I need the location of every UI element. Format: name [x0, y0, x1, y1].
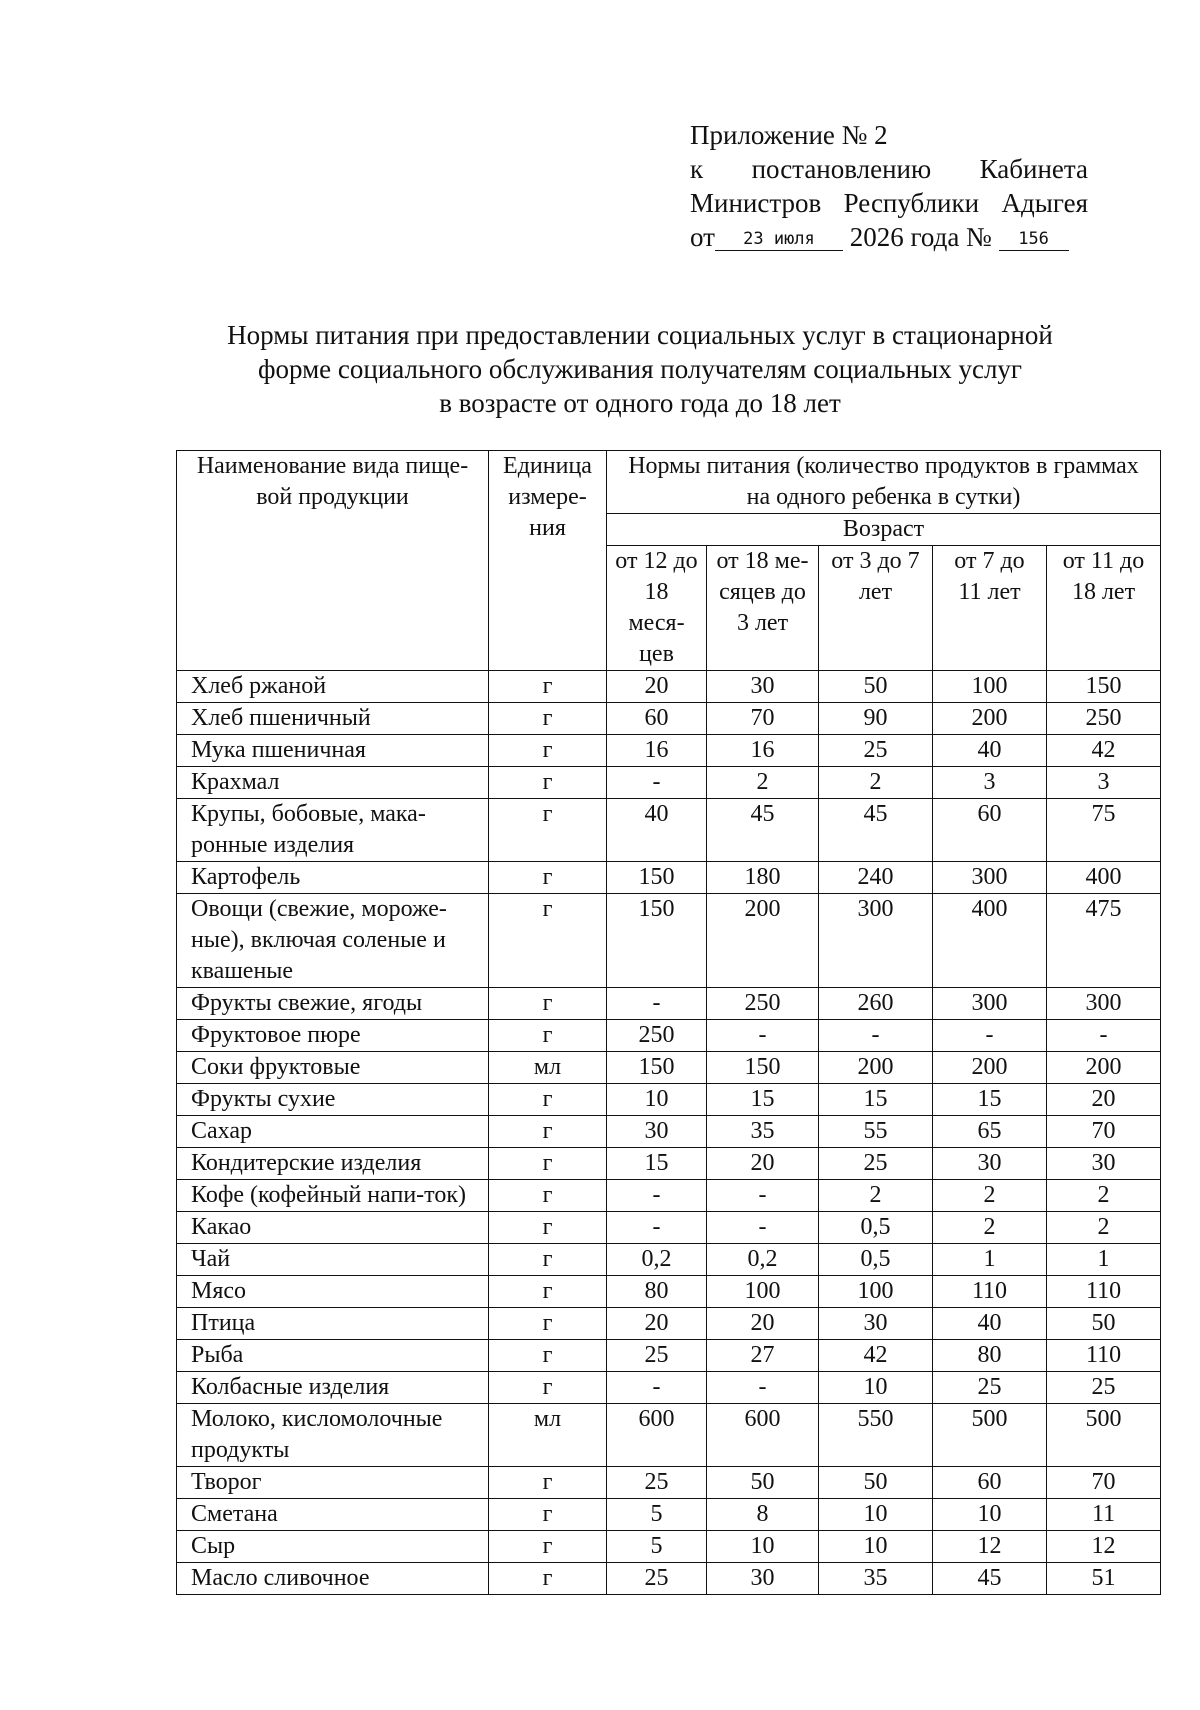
table-body — [177, 671, 1161, 1595]
table-row — [177, 1531, 1161, 1563]
norm-value-cell: 30 — [607, 1116, 707, 1148]
unit-cell: г — [489, 1499, 607, 1531]
norm-value-cell: 60 — [607, 703, 707, 735]
unit-cell: г — [489, 1340, 607, 1372]
norm-value-cell: 0,2 — [607, 1244, 707, 1276]
unit-cell: мл — [489, 1052, 607, 1084]
unit-cell: г — [489, 1467, 607, 1499]
handwritten-date: 23 июля — [715, 228, 843, 251]
table-row — [177, 799, 1161, 862]
unit-cell: г — [489, 1148, 607, 1180]
norm-value-cell: 300 — [1047, 988, 1161, 1020]
product-name-cell: Творог — [177, 1467, 489, 1499]
norm-value-cell: 250 — [607, 1020, 707, 1052]
norm-value-cell: 2 — [819, 1180, 933, 1212]
appendix-word: Адыгея — [1001, 188, 1088, 218]
norm-value-cell: 200 — [1047, 1052, 1161, 1084]
norm-value-cell: 15 — [933, 1084, 1047, 1116]
norm-value-cell: 80 — [933, 1340, 1047, 1372]
norm-value-cell: - — [607, 1212, 707, 1244]
appendix-date-line — [690, 220, 1088, 254]
norm-value-cell: 100 — [933, 671, 1047, 703]
norm-value-cell: 25 — [933, 1372, 1047, 1404]
unit-cell: г — [489, 862, 607, 894]
table-row — [177, 1276, 1161, 1308]
norm-value-cell: 10 — [707, 1531, 819, 1563]
norm-value-cell: 70 — [1047, 1467, 1161, 1499]
product-name-cell: Фрукты сухие — [177, 1084, 489, 1116]
norm-value-cell: 35 — [819, 1563, 933, 1595]
nutrition-norms-table — [176, 450, 1161, 1595]
norm-value-cell: 40 — [933, 1308, 1047, 1340]
norm-value-cell: 8 — [707, 1499, 819, 1531]
norm-value-cell: 2 — [933, 1212, 1047, 1244]
norm-value-cell: - — [607, 988, 707, 1020]
norm-value-cell: - — [819, 1020, 933, 1052]
table-row — [177, 1308, 1161, 1340]
norm-value-cell: - — [707, 1212, 819, 1244]
norm-value-cell: 10 — [819, 1372, 933, 1404]
norm-value-cell: 300 — [933, 988, 1047, 1020]
norm-value-cell: 150 — [607, 894, 707, 988]
norm-value-cell: 2 — [819, 767, 933, 799]
product-name-cell: Крахмал — [177, 767, 489, 799]
norm-value-cell: 2 — [933, 1180, 1047, 1212]
norm-value-cell: 5 — [607, 1531, 707, 1563]
product-name-cell: Масло сливочное — [177, 1563, 489, 1595]
norm-value-cell: 1 — [1047, 1244, 1161, 1276]
header-age-group: от 3 до 7 лет — [819, 546, 933, 671]
table-row — [177, 1116, 1161, 1148]
norm-value-cell: 75 — [1047, 799, 1161, 862]
unit-cell: г — [489, 1212, 607, 1244]
appendix-header — [690, 118, 1088, 254]
norm-value-cell: - — [707, 1180, 819, 1212]
norm-value-cell: 200 — [707, 894, 819, 988]
norm-value-cell: 20 — [707, 1308, 819, 1340]
product-name-cell: Колбасные изделия — [177, 1372, 489, 1404]
unit-cell: г — [489, 671, 607, 703]
norm-value-cell: 250 — [1047, 703, 1161, 735]
norm-value-cell: - — [607, 1180, 707, 1212]
product-name-cell: Фрукты свежие, ягоды — [177, 988, 489, 1020]
norm-value-cell: 400 — [933, 894, 1047, 988]
title-line-3: в возрасте от одного года до 18 лет — [439, 388, 841, 418]
header-product-name: Наименование вида пище-вой продукции — [177, 451, 489, 671]
norm-value-cell: 70 — [1047, 1116, 1161, 1148]
product-name-cell: Крупы, бобовые, мака-ронные изделия — [177, 799, 489, 862]
product-name-cell: Сметана — [177, 1499, 489, 1531]
norm-value-cell: 90 — [819, 703, 933, 735]
norm-value-cell: 100 — [819, 1276, 933, 1308]
product-name-cell: Картофель — [177, 862, 489, 894]
unit-cell: г — [489, 703, 607, 735]
norm-value-cell: 110 — [1047, 1276, 1161, 1308]
header-row-1 — [177, 451, 1161, 514]
unit-cell: г — [489, 1020, 607, 1052]
header-norms: Нормы питания (количество продуктов в граммах на одного ребенка в сутки) — [607, 451, 1161, 514]
norm-value-cell: 27 — [707, 1340, 819, 1372]
norm-value-cell: 50 — [819, 1467, 933, 1499]
unit-cell: г — [489, 735, 607, 767]
appendix-word: к — [690, 154, 704, 184]
table-row — [177, 1372, 1161, 1404]
from-label: от — [690, 222, 715, 252]
product-name-cell: Хлеб ржаной — [177, 671, 489, 703]
product-name-cell: Кофе (кофейный напи-ток) — [177, 1180, 489, 1212]
norm-value-cell: 12 — [933, 1531, 1047, 1563]
norm-value-cell: 65 — [933, 1116, 1047, 1148]
norm-value-cell: 55 — [819, 1116, 933, 1148]
norm-value-cell: 180 — [707, 862, 819, 894]
product-name-cell: Какао — [177, 1212, 489, 1244]
table-row — [177, 862, 1161, 894]
norm-value-cell: 150 — [1047, 671, 1161, 703]
norm-value-cell: - — [607, 767, 707, 799]
norm-value-cell: 500 — [1047, 1404, 1161, 1467]
norm-value-cell: 20 — [1047, 1084, 1161, 1116]
norm-value-cell: 250 — [707, 988, 819, 1020]
table-row — [177, 988, 1161, 1020]
norm-value-cell: 150 — [607, 1052, 707, 1084]
norm-value-cell: 3 — [933, 767, 1047, 799]
norm-value-cell: 45 — [819, 799, 933, 862]
table-row — [177, 1563, 1161, 1595]
product-name-cell: Хлеб пшеничный — [177, 703, 489, 735]
product-name-cell: Мука пшеничная — [177, 735, 489, 767]
unit-cell: г — [489, 1563, 607, 1595]
table-row — [177, 1020, 1161, 1052]
unit-cell: г — [489, 1180, 607, 1212]
unit-cell: г — [489, 1308, 607, 1340]
table-row — [177, 767, 1161, 799]
norm-value-cell: 200 — [933, 1052, 1047, 1084]
norm-value-cell: 30 — [707, 671, 819, 703]
unit-cell: г — [489, 1276, 607, 1308]
norm-value-cell: 300 — [933, 862, 1047, 894]
header-age-group: от 12 до 18 меся-цев — [607, 546, 707, 671]
norm-value-cell: 16 — [607, 735, 707, 767]
table-row — [177, 1467, 1161, 1499]
norm-value-cell: 25 — [607, 1467, 707, 1499]
table-row — [177, 703, 1161, 735]
product-name-cell: Мясо — [177, 1276, 489, 1308]
unit-cell: г — [489, 988, 607, 1020]
norm-value-cell: 42 — [1047, 735, 1161, 767]
norm-value-cell: 3 — [1047, 767, 1161, 799]
year-text: 2026 года № — [849, 222, 992, 252]
unit-cell: г — [489, 1116, 607, 1148]
table-row — [177, 1404, 1161, 1467]
norm-value-cell: 200 — [819, 1052, 933, 1084]
norm-value-cell: - — [707, 1372, 819, 1404]
document-title — [160, 318, 1120, 420]
norm-value-cell: 2 — [707, 767, 819, 799]
table-row — [177, 1180, 1161, 1212]
appendix-word: постановлению — [751, 154, 932, 184]
norm-value-cell: 2 — [1047, 1212, 1161, 1244]
product-name-cell: Птица — [177, 1308, 489, 1340]
norm-value-cell: 10 — [607, 1084, 707, 1116]
table-row — [177, 1052, 1161, 1084]
norm-value-cell: 42 — [819, 1340, 933, 1372]
norm-value-cell: 10 — [819, 1499, 933, 1531]
norm-value-cell: 475 — [1047, 894, 1161, 988]
table-row — [177, 735, 1161, 767]
product-name-cell: Фруктовое пюре — [177, 1020, 489, 1052]
norm-value-cell: 35 — [707, 1116, 819, 1148]
norm-value-cell: 25 — [607, 1563, 707, 1595]
norm-value-cell: 12 — [1047, 1531, 1161, 1563]
norm-value-cell: 550 — [819, 1404, 933, 1467]
norm-value-cell: - — [933, 1020, 1047, 1052]
norm-value-cell: 10 — [819, 1531, 933, 1563]
norm-value-cell: 16 — [707, 735, 819, 767]
norm-value-cell: 25 — [607, 1340, 707, 1372]
norm-value-cell: 600 — [707, 1404, 819, 1467]
unit-cell: г — [489, 1372, 607, 1404]
unit-cell: г — [489, 1531, 607, 1563]
norm-value-cell: 30 — [819, 1308, 933, 1340]
norm-value-cell: 45 — [933, 1563, 1047, 1595]
norm-value-cell: 25 — [819, 1148, 933, 1180]
product-name-cell: Кондитерские изделия — [177, 1148, 489, 1180]
norm-value-cell: 500 — [933, 1404, 1047, 1467]
norm-value-cell: 60 — [933, 1467, 1047, 1499]
norm-value-cell: 60 — [933, 799, 1047, 862]
appendix-line-2 — [690, 152, 1088, 186]
product-name-cell: Молоко, кисломолочные продукты — [177, 1404, 489, 1467]
table-row — [177, 1499, 1161, 1531]
product-name-cell: Сахар — [177, 1116, 489, 1148]
norm-value-cell: 30 — [1047, 1148, 1161, 1180]
norm-value-cell: 150 — [607, 862, 707, 894]
norm-value-cell: 110 — [933, 1276, 1047, 1308]
norm-value-cell: 240 — [819, 862, 933, 894]
norm-value-cell: 11 — [1047, 1499, 1161, 1531]
norm-value-cell: 10 — [933, 1499, 1047, 1531]
appendix-word: Министров — [690, 188, 822, 218]
norm-value-cell: 25 — [819, 735, 933, 767]
norm-value-cell: 15 — [819, 1084, 933, 1116]
title-line-1: Нормы питания при предоставлении социальных услуг в стационарной — [227, 320, 1053, 350]
norm-value-cell: 0,2 — [707, 1244, 819, 1276]
norm-value-cell: 600 — [607, 1404, 707, 1467]
norm-value-cell: - — [707, 1020, 819, 1052]
product-name-cell: Овощи (свежие, мороже-ные), включая соленые и квашеные — [177, 894, 489, 988]
norm-value-cell: 50 — [1047, 1308, 1161, 1340]
appendix-word: Кабинета — [979, 154, 1088, 184]
norm-value-cell: 25 — [1047, 1372, 1161, 1404]
unit-cell: г — [489, 767, 607, 799]
norm-value-cell: 40 — [933, 735, 1047, 767]
table-row — [177, 894, 1161, 988]
norm-value-cell: 40 — [607, 799, 707, 862]
norm-value-cell: 5 — [607, 1499, 707, 1531]
table-row — [177, 1340, 1161, 1372]
appendix-number: Приложение № 2 — [690, 120, 888, 150]
norm-value-cell: 0,5 — [819, 1212, 933, 1244]
appendix-word: Республики — [843, 188, 980, 218]
norm-value-cell: 150 — [707, 1052, 819, 1084]
table-row — [177, 671, 1161, 703]
norm-value-cell: 260 — [819, 988, 933, 1020]
norm-value-cell: 50 — [707, 1467, 819, 1499]
table-row — [177, 1148, 1161, 1180]
norm-value-cell: 70 — [707, 703, 819, 735]
norm-value-cell: 20 — [607, 671, 707, 703]
unit-cell: г — [489, 1244, 607, 1276]
norm-value-cell: - — [607, 1372, 707, 1404]
norm-value-cell: 1 — [933, 1244, 1047, 1276]
norm-value-cell: 30 — [707, 1563, 819, 1595]
norm-value-cell: 50 — [819, 671, 933, 703]
product-name-cell: Чай — [177, 1244, 489, 1276]
unit-cell: г — [489, 799, 607, 862]
title-line-2: форме социального обслуживания получателям социальных услуг — [258, 354, 1022, 384]
handwritten-number: 156 — [999, 228, 1069, 251]
table-row — [177, 1244, 1161, 1276]
norm-value-cell: 20 — [607, 1308, 707, 1340]
product-name-cell: Рыба — [177, 1340, 489, 1372]
norm-value-cell: - — [1047, 1020, 1161, 1052]
table-row — [177, 1084, 1161, 1116]
unit-cell: мл — [489, 1404, 607, 1467]
norm-value-cell: 51 — [1047, 1563, 1161, 1595]
unit-cell: г — [489, 894, 607, 988]
header-unit: Единица измере-ния — [489, 451, 607, 671]
norm-value-cell: 400 — [1047, 862, 1161, 894]
table-row — [177, 1212, 1161, 1244]
table-header — [177, 451, 1161, 671]
header-age-group: от 7 до 11 лет — [933, 546, 1047, 671]
norm-value-cell: 15 — [707, 1084, 819, 1116]
norm-value-cell: 110 — [1047, 1340, 1161, 1372]
norm-value-cell: 300 — [819, 894, 933, 988]
norm-value-cell: 80 — [607, 1276, 707, 1308]
norm-value-cell: 45 — [707, 799, 819, 862]
header-age: Возраст — [607, 514, 1161, 546]
norm-value-cell: 30 — [933, 1148, 1047, 1180]
header-age-group: от 11 до 18 лет — [1047, 546, 1161, 671]
norm-value-cell: 0,5 — [819, 1244, 933, 1276]
product-name-cell: Соки фруктовые — [177, 1052, 489, 1084]
norm-value-cell: 100 — [707, 1276, 819, 1308]
norm-value-cell: 20 — [707, 1148, 819, 1180]
appendix-line-3 — [690, 186, 1088, 220]
norm-value-cell: 2 — [1047, 1180, 1161, 1212]
product-name-cell: Сыр — [177, 1531, 489, 1563]
unit-cell: г — [489, 1084, 607, 1116]
header-age-group: от 18 ме-сяцев до 3 лет — [707, 546, 819, 671]
norm-value-cell: 200 — [933, 703, 1047, 735]
norm-value-cell: 15 — [607, 1148, 707, 1180]
